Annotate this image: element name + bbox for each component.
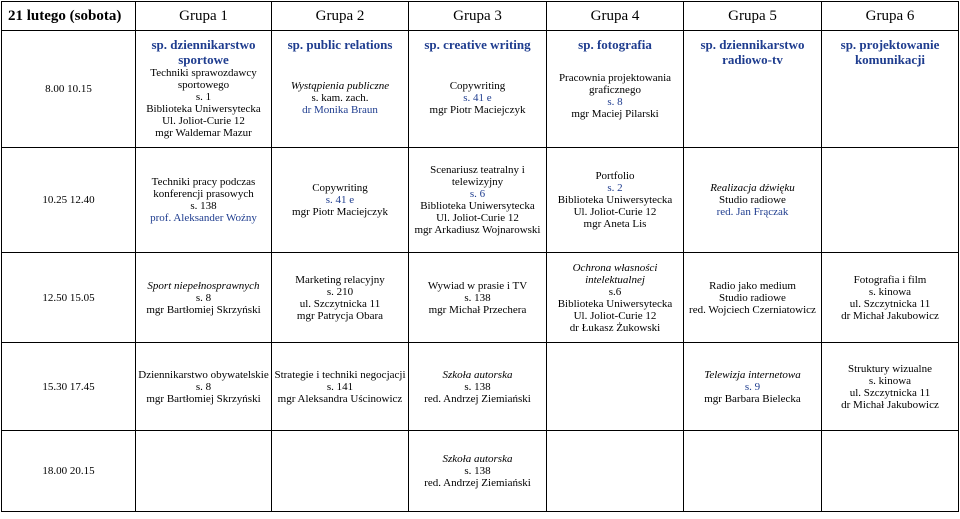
class-title: Dziennikarstwo obywatelskie <box>138 368 269 381</box>
class-teacher: mgr Bartłomiej Skrzyński <box>146 392 261 405</box>
class-cell <box>272 31 409 148</box>
class-cell <box>547 148 684 253</box>
class-title: Techniki sprawozdawcy sportowego <box>150 67 257 91</box>
header-row <box>2 2 959 31</box>
schedule-row <box>2 431 959 512</box>
class-cell <box>684 253 822 343</box>
class-cell <box>822 31 959 148</box>
class-title: Copywriting <box>449 80 506 92</box>
group-header: Grupa 4 <box>547 2 684 31</box>
class-teacher: mgr Maciej Pilarski <box>571 108 659 120</box>
group-header: Grupa 3 <box>409 2 547 31</box>
class-title: Ochrona własności intelektualnej <box>572 261 658 286</box>
class-room: s. 6 <box>469 188 486 200</box>
class-cell <box>136 148 272 253</box>
class-title: Radio jako medium <box>709 279 796 292</box>
class-room: s. 41 e <box>325 194 355 206</box>
class-title: Szkoła autorska <box>442 453 513 465</box>
time-slot: 8.00 10.15 <box>2 31 136 148</box>
class-teacher: mgr Aneta Lis <box>583 218 647 230</box>
class-title: Wystąpienia publiczne <box>290 80 390 92</box>
class-teacher: mgr Michał Przechera <box>428 303 527 316</box>
class-teacher: mgr Waldemar Mazur <box>155 127 252 139</box>
group-header: Grupa 6 <box>822 2 959 31</box>
class-teacher: dr Michał Jakubowicz <box>841 398 939 411</box>
class-location: Biblioteka Uniwersytecka <box>420 200 535 212</box>
class-room: Studio radiowe <box>719 291 786 304</box>
class-title: Strategie i techniki negocjacji <box>274 368 406 381</box>
schedule-row <box>2 148 959 253</box>
class-room: Studio radiowe <box>719 194 786 206</box>
class-cell <box>547 343 684 431</box>
specialization-label: sp. fotografia <box>578 37 652 52</box>
class-room: s. 138 <box>464 380 491 393</box>
class-cell <box>272 343 409 431</box>
class-cell <box>136 253 272 343</box>
class-teacher: dr Monika Braun <box>302 104 378 116</box>
class-room: s. kam. zach. <box>311 92 369 104</box>
class-title: Techniki pracy podczas konferencji prasowych <box>151 176 256 200</box>
class-title: Struktury wizualne <box>847 362 932 375</box>
class-teacher: dr Łukasz Żukowski <box>569 321 661 334</box>
class-title: Sport niepełnosprawnych <box>147 279 260 292</box>
class-title: Telewizja internetowa <box>704 368 801 381</box>
class-teacher: red. Andrzej Ziemiański <box>424 477 531 489</box>
date-cell: 21 lutego (sobota) <box>2 2 136 31</box>
specialization-label: sp. public relations <box>287 37 393 52</box>
class-cell <box>272 253 409 343</box>
class-cell <box>822 343 959 431</box>
class-cell <box>136 343 272 431</box>
class-cell <box>684 31 822 148</box>
class-address: Ul. Joliot-Curie 12 <box>573 309 657 322</box>
class-title: Marketing relacyjny <box>295 273 385 286</box>
class-cell <box>272 431 409 512</box>
class-teacher: red. Wojciech Czerniatowicz <box>689 303 816 316</box>
class-title: Copywriting <box>312 182 368 194</box>
class-title: Pracownia projektowania graficznego <box>558 72 672 96</box>
class-cell <box>272 148 409 253</box>
class-address: ul. Szczytnicka 11 <box>299 297 381 310</box>
group-header: Grupa 1 <box>136 2 272 31</box>
class-address: Ul. Joliot-Curie 12 <box>573 206 657 218</box>
class-room: s. 138 <box>464 291 491 304</box>
class-title: Szkoła autorska <box>442 368 513 381</box>
class-title: Realizacja dźwięku <box>710 182 795 194</box>
class-teacher: red. Andrzej Ziemiański <box>424 392 531 405</box>
class-room: s. 8 <box>195 291 212 304</box>
class-address: Ul. Joliot-Curie 12 <box>436 212 519 224</box>
schedule-row <box>2 31 959 148</box>
class-teacher: red. Jan Frączak <box>716 206 789 218</box>
class-cell <box>409 431 547 512</box>
time-slot: 12.50 15.05 <box>2 253 136 343</box>
class-teacher: prof. Aleksander Woźny <box>150 212 257 224</box>
class-address: ul. Szczytnicka 11 <box>849 386 931 399</box>
class-room: s. 8 <box>195 380 212 393</box>
class-cell <box>136 31 272 148</box>
schedule-table <box>1 1 959 512</box>
class-cell <box>684 148 822 253</box>
schedule-row <box>2 343 959 431</box>
class-room: s. kinowa <box>868 285 912 298</box>
specialization-label: sp. creative writing <box>424 37 531 52</box>
group-header: Grupa 2 <box>272 2 409 31</box>
class-teacher: mgr Patrycja Obara <box>296 309 384 322</box>
class-title: Fotografia i film <box>853 273 927 286</box>
class-cell <box>409 253 547 343</box>
class-cell <box>136 431 272 512</box>
class-location: Biblioteka Uniwersytecka <box>146 103 261 115</box>
class-location: Biblioteka Uniwersytecka <box>557 297 673 310</box>
class-room: s. 1 <box>195 91 212 103</box>
class-title: Portfolio <box>595 170 635 182</box>
class-cell <box>409 31 547 148</box>
class-teacher: mgr Barbara Bielecka <box>704 392 801 405</box>
class-cell <box>409 343 547 431</box>
class-cell <box>547 431 684 512</box>
class-room: s. 141 <box>326 380 354 393</box>
class-cell <box>822 253 959 343</box>
class-teacher: mgr Piotr Maciejczyk <box>429 104 526 116</box>
class-teacher: mgr Aleksandra Uścinowicz <box>277 392 403 405</box>
class-room: s. kinowa <box>868 374 912 387</box>
schedule-row <box>2 253 959 343</box>
specialization-label: sp. projektowanie komunikacji <box>840 37 940 67</box>
class-teacher: mgr Arkadiusz Wojnarowski <box>414 224 541 236</box>
class-title: Wywiad w prasie i TV <box>427 279 528 292</box>
class-room: s. 138 <box>190 200 217 212</box>
class-room: s. 210 <box>326 285 354 298</box>
time-slot: 15.30 17.45 <box>2 343 136 431</box>
class-cell <box>684 343 822 431</box>
class-title: Scenariusz teatralny i telewizyjny <box>430 164 525 188</box>
class-room: s. 9 <box>744 380 761 393</box>
class-teacher: mgr Piotr Maciejczyk <box>292 206 388 218</box>
class-cell <box>547 253 684 343</box>
class-room: s. 41 e <box>463 92 492 104</box>
class-location: Biblioteka Uniwersytecka <box>557 194 673 206</box>
time-slot: 18.00 20.15 <box>2 431 136 512</box>
class-room: s. 2 <box>607 182 623 194</box>
class-teacher: mgr Bartłomiej Skrzyński <box>146 303 261 316</box>
class-teacher: dr Michał Jakubowicz <box>841 309 939 322</box>
specialization-label: sp. dziennikarstwo radiowo-tv <box>700 37 805 67</box>
class-cell <box>822 431 959 512</box>
class-cell <box>684 431 822 512</box>
specialization-label: sp. dziennikarstwo sportowe <box>151 37 256 67</box>
class-cell <box>409 148 547 253</box>
time-slot: 10.25 12.40 <box>2 148 136 253</box>
class-cell <box>547 31 684 148</box>
class-cell <box>822 148 959 253</box>
group-header: Grupa 5 <box>684 2 822 31</box>
class-room: s.6 <box>608 285 622 298</box>
class-room: s. 138 <box>464 465 491 477</box>
class-address: ul. Szczytnicka 11 <box>849 297 931 310</box>
class-address: Ul. Joliot-Curie 12 <box>162 115 245 127</box>
class-room: s. 8 <box>607 96 623 108</box>
